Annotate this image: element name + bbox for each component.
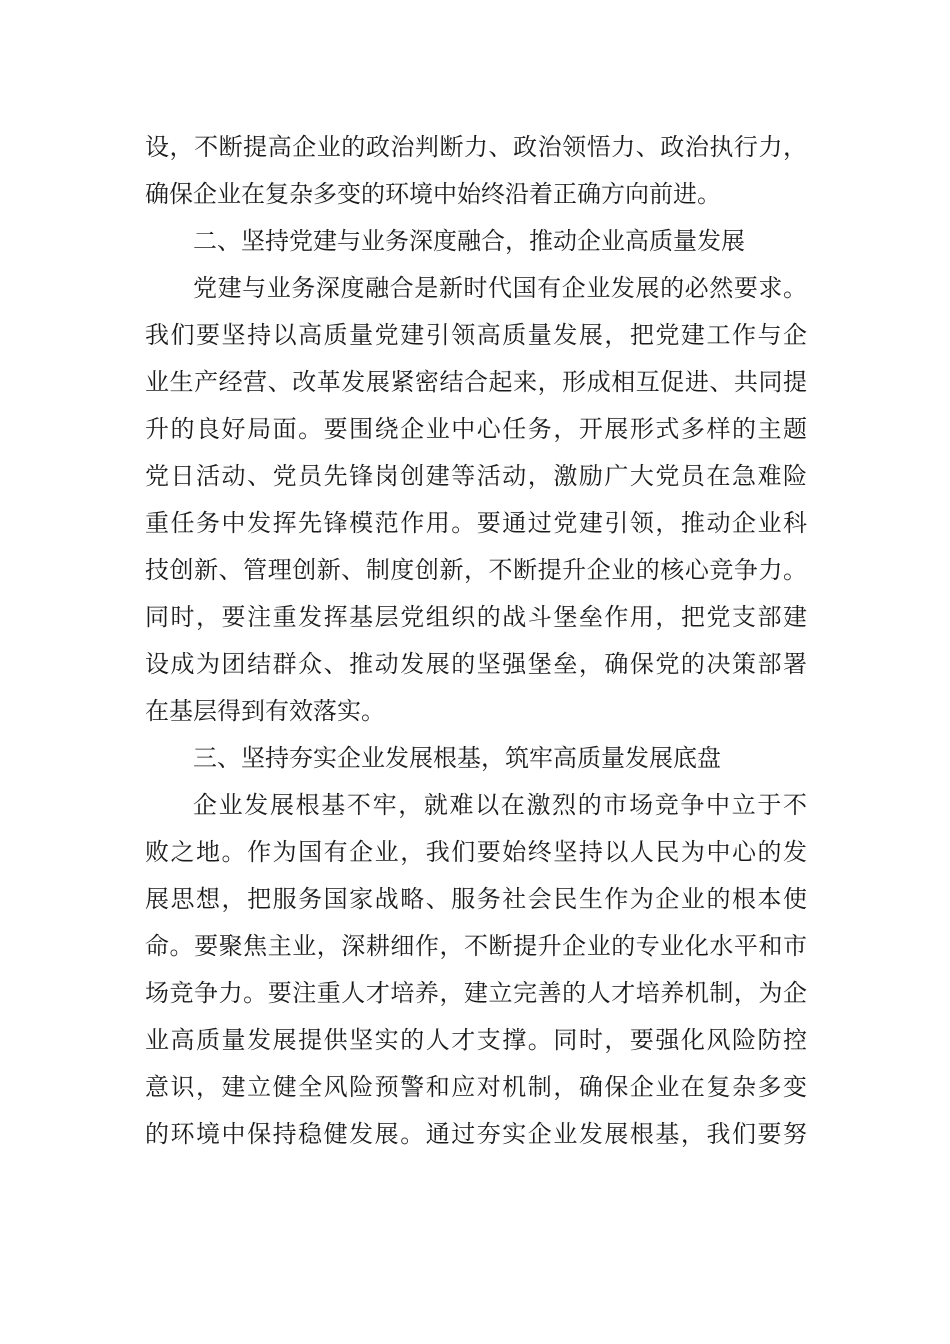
text-line: 展思想，把服务国家战略、服务社会民生作为企业的根本使: [145, 885, 807, 913]
paragraph: [145, 265, 807, 735]
paragraph: [145, 124, 807, 218]
text-line: 三、坚持夯实企业发展根基，筑牢高质量发展底盘: [193, 744, 721, 772]
document-page: [145, 124, 807, 1158]
text-line: 确保企业在复杂多变的环境中始终沿着正确方向前进。: [145, 180, 721, 208]
text-line: 企业发展根基不牢，就难以在激烈的市场竞争中立于不: [193, 791, 807, 819]
text-line: 败之地。作为国有企业，我们要始终坚持以人民为中心的发: [145, 838, 807, 866]
text-line: 设成为团结群众、推动发展的坚强堡垒，确保党的决策部署: [145, 650, 807, 678]
text-line: 技创新、管理创新、制度创新，不断提升企业的核心竞争力。: [145, 556, 807, 584]
section-heading: [145, 218, 807, 265]
text-line: 同时，要注重发挥基层党组织的战斗堡垒作用，把党支部建: [145, 603, 807, 631]
text-line: 业高质量发展提供坚实的人才支撑。同时，要强化风险防控: [145, 1026, 807, 1054]
text-line: 场竞争力。要注重人才培养，建立完善的人才培养机制，为企: [145, 979, 807, 1007]
text-line: 我们要坚持以高质量党建引领高质量发展，把党建工作与企: [145, 321, 807, 349]
section-heading: [145, 735, 807, 782]
text-line: 命。要聚焦主业，深耕细作，不断提升企业的专业化水平和市: [145, 932, 807, 960]
paragraph: [145, 782, 807, 1158]
text-line: 的环境中保持稳健发展。通过夯实企业发展根基，我们要努: [145, 1120, 807, 1148]
text-line: 升的良好局面。要围绕企业中心任务，开展形式多样的主题: [145, 415, 807, 443]
text-line: 业生产经营、改革发展紧密结合起来，形成相互促进、共同提: [145, 368, 807, 396]
text-line: 二、坚持党建与业务深度融合，推动企业高质量发展: [193, 227, 745, 255]
text-line: 意识，建立健全风险预警和应对机制，确保企业在复杂多变: [145, 1073, 807, 1101]
text-line: 党日活动、党员先锋岗创建等活动，激励广大党员在急难险: [145, 462, 807, 490]
text-line: 设，不断提高企业的政治判断力、政治领悟力、政治执行力，: [145, 133, 807, 161]
text-line: 党建与业务深度融合是新时代国有企业发展的必然要求。: [193, 274, 807, 302]
text-line: 重任务中发挥先锋模范作用。要通过党建引领，推动企业科: [145, 509, 807, 537]
text-line: 在基层得到有效落实。: [145, 697, 385, 725]
